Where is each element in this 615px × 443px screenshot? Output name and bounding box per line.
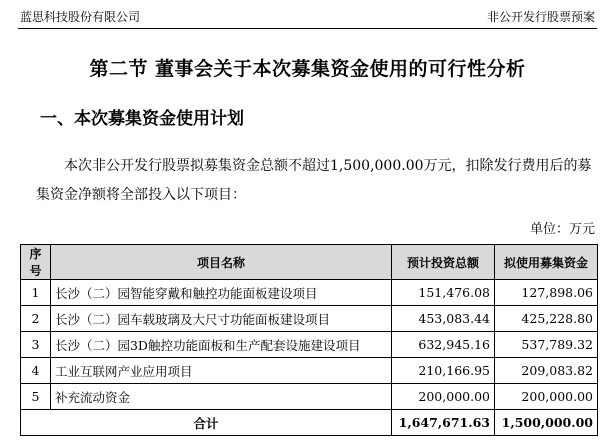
company-name: 蓝思科技股份有限公司 <box>20 10 141 24</box>
document-type: 非公开发行股票预案 <box>486 10 595 24</box>
row-total-investment: 210,166.95 <box>392 358 495 384</box>
total-label: 合计 <box>21 410 392 436</box>
header-raised-funds: 拟使用募集资金 <box>494 245 597 280</box>
subsection-title: 一、本次募集资金使用计划 <box>40 109 244 129</box>
row-raised-funds: 537,789.32 <box>494 332 597 358</box>
project-table <box>20 244 598 436</box>
header-project-name: 项目名称 <box>50 245 391 280</box>
total-investment: 1,647,671.63 <box>392 410 495 436</box>
row-raised-funds: 200,000.00 <box>494 384 597 410</box>
row-total-investment: 632,945.16 <box>392 332 495 358</box>
header-total-investment: 预计投资总额 <box>392 245 495 280</box>
table-total-row <box>21 410 598 436</box>
table-row <box>21 384 598 410</box>
header-divider <box>18 28 597 29</box>
row-index: 3 <box>21 332 51 358</box>
table-row <box>21 280 598 306</box>
table-row <box>21 306 598 332</box>
row-index: 4 <box>21 358 51 384</box>
row-total-investment: 453,083.44 <box>392 306 495 332</box>
section-title: 第二节 董事会关于本次募集资金使用的可行性分析 <box>89 58 526 80</box>
row-index: 2 <box>21 306 51 332</box>
row-project-name: 补充流动资金 <box>50 384 391 410</box>
row-raised-funds: 209,083.82 <box>494 358 597 384</box>
row-project-name: 长沙（二）园智能穿戴和触控功能面板建设项目 <box>50 280 391 306</box>
row-project-name: 工业互联网产业应用项目 <box>50 358 391 384</box>
table-row <box>21 358 598 384</box>
table-row <box>21 332 598 358</box>
row-raised-funds: 127,898.06 <box>494 280 597 306</box>
total-raised-funds: 1,500,000.00 <box>494 410 597 436</box>
row-project-name: 长沙（二）园车载玻璃及大尺寸功能面板建设项目 <box>50 306 391 332</box>
row-index: 1 <box>21 280 51 306</box>
row-index: 5 <box>21 384 51 410</box>
table-header-row <box>21 245 598 280</box>
row-raised-funds: 425,228.80 <box>494 306 597 332</box>
row-total-investment: 151,476.08 <box>392 280 495 306</box>
unit-label: 单位：万元 <box>529 222 595 237</box>
header-index: 序号 <box>21 245 51 280</box>
body-paragraph: 本次非公开发行股票拟募集资金总额不超过1,500,000.00万元，扣除发行费用后的募集资金净额将全部投入以下项目： <box>36 158 592 203</box>
row-total-investment: 200,000.00 <box>392 384 495 410</box>
row-project-name: 长沙（二）园3D触控功能面板和生产配套设施建设项目 <box>50 332 391 358</box>
